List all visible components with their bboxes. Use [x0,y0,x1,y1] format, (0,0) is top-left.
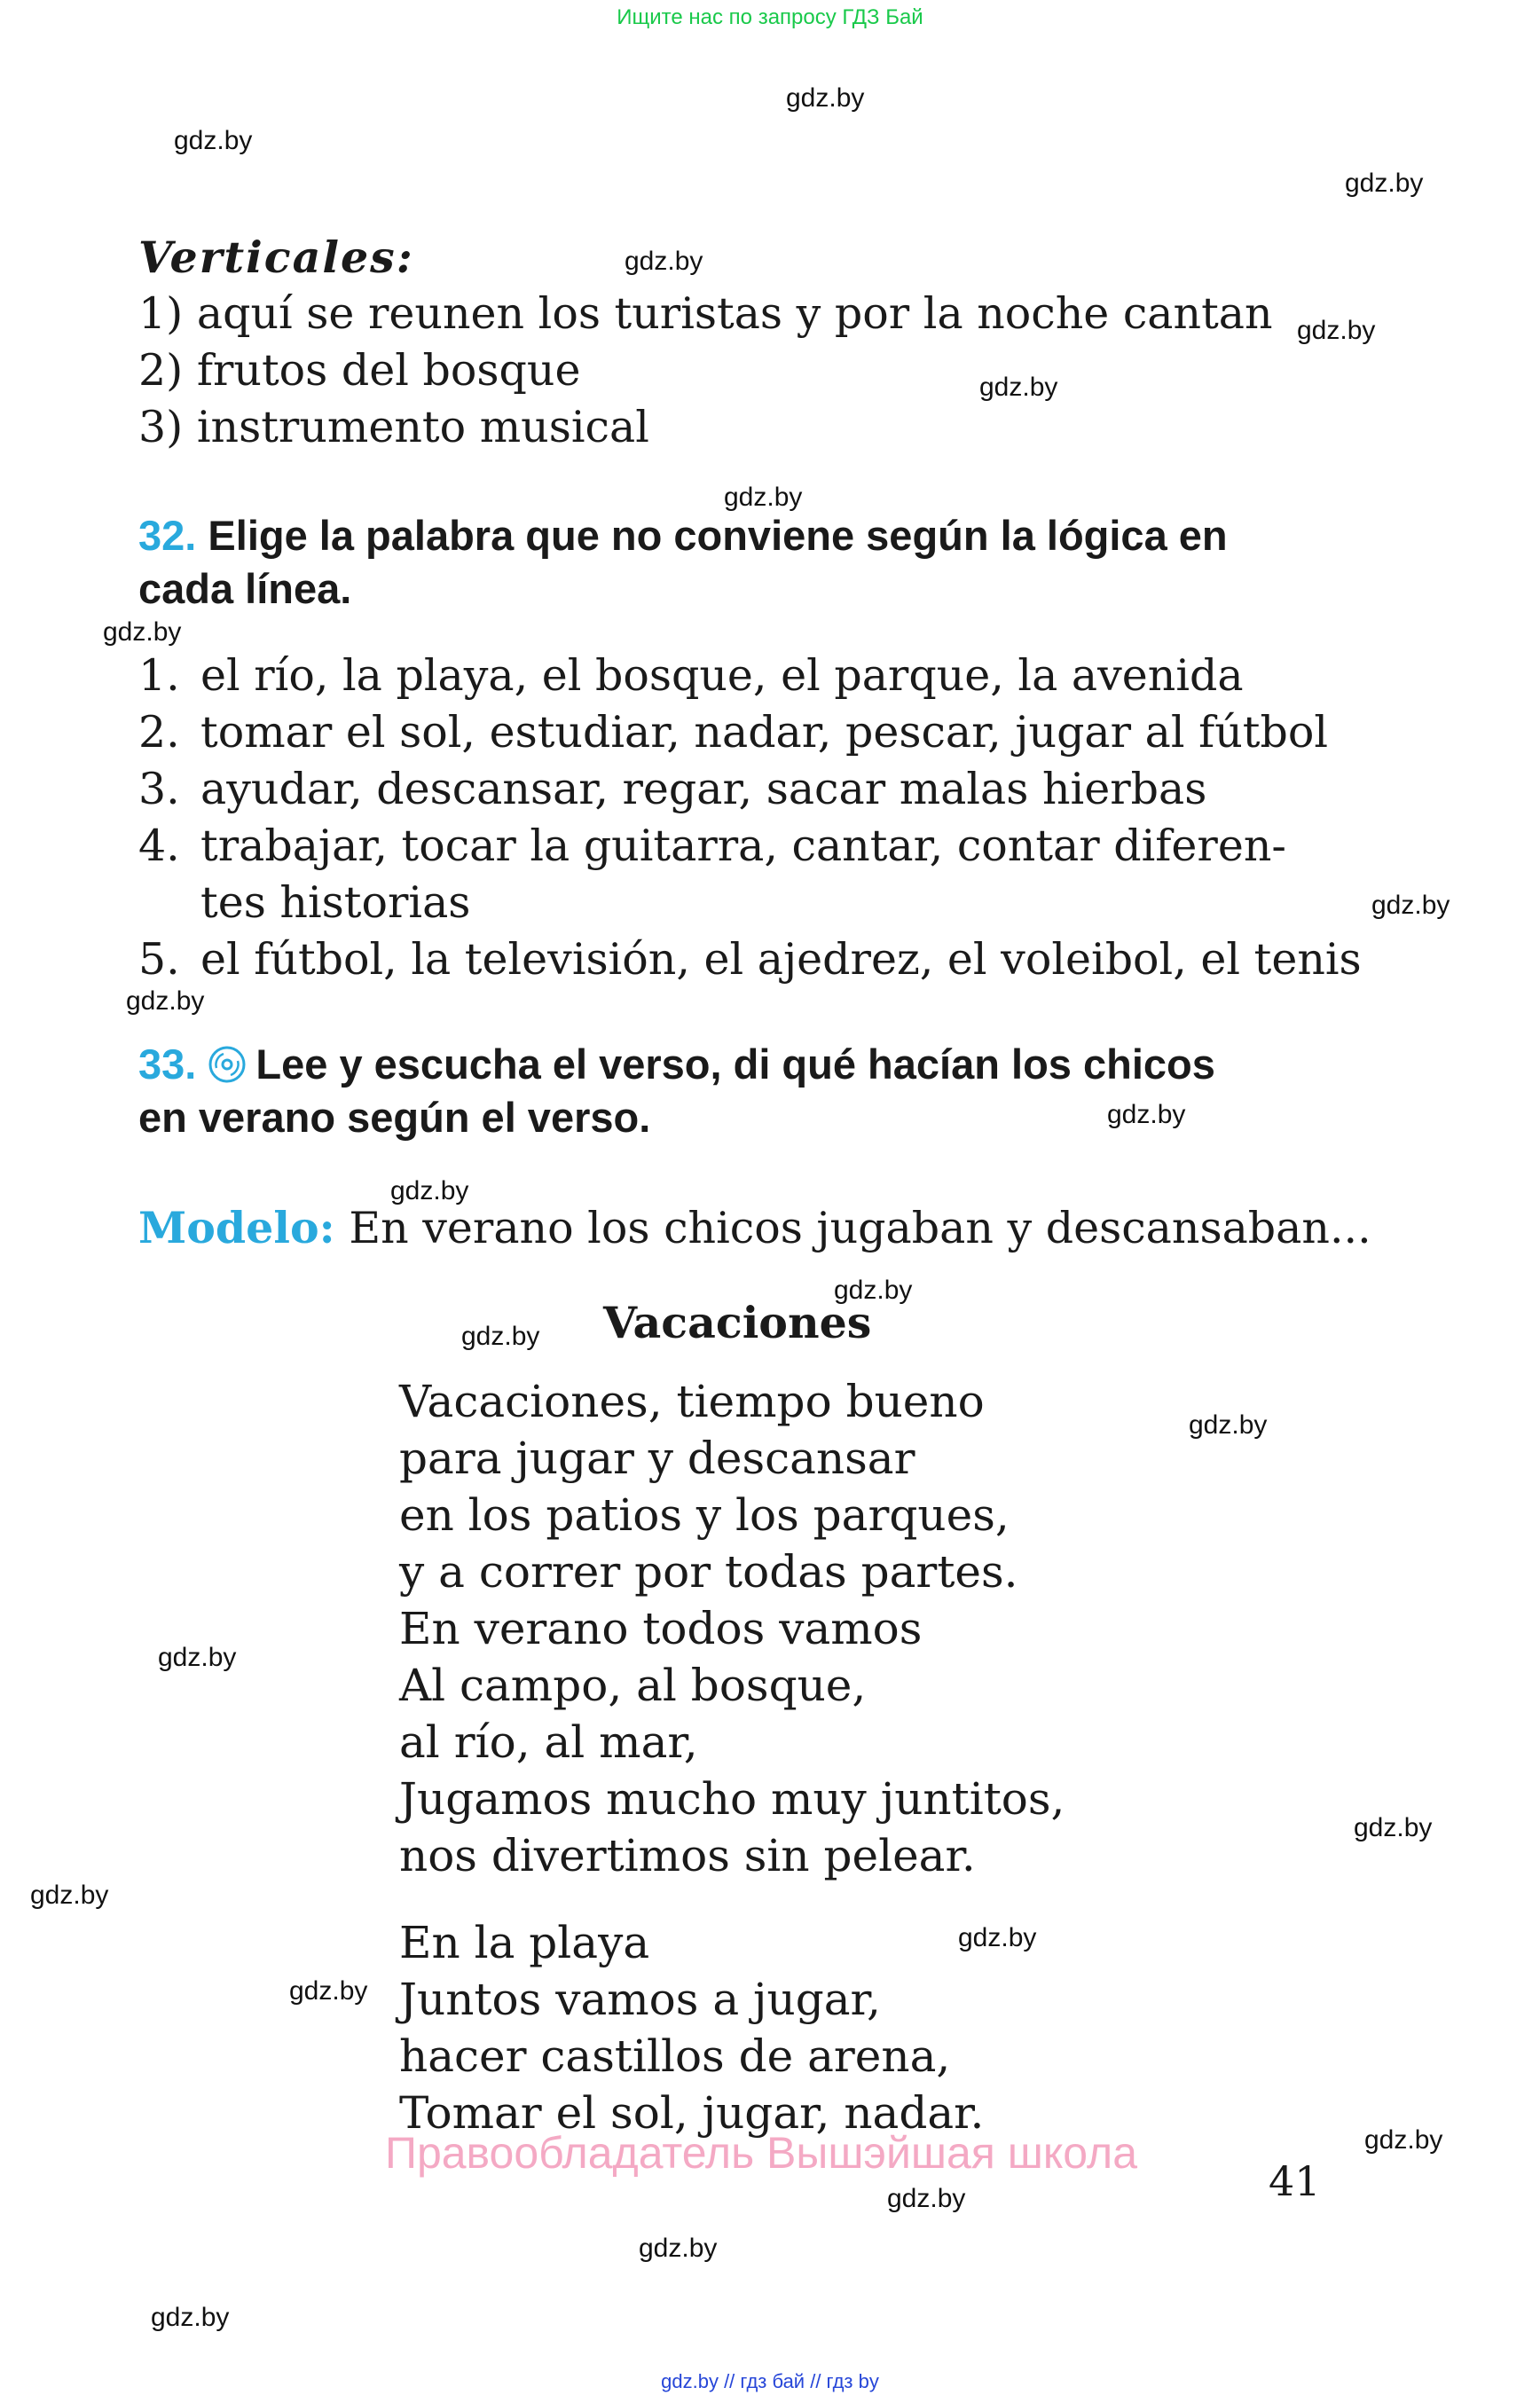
watermark: gdz.by [289,1976,368,2006]
poem-line: nos divertimos sin pelear. [399,1830,976,1881]
poem-line: Al campo, al bosque, [399,1660,867,1711]
list-number: 2. [138,707,180,758]
task-instruction: Elige la palabra que no conviene según la lógica en [208,512,1228,559]
list-number: 4. [138,821,180,871]
watermark: gdz.by [1354,1813,1433,1842]
modelo-line [138,1199,1371,1257]
audio-disc-icon [208,1043,247,1096]
list-item [138,761,1206,818]
verticales-item: 2) frutos del bosque [138,345,581,396]
list-text: tomar el sol, estudiar, nadar, pescar, jugar al fútbol [200,707,1329,758]
list-text: trabajar, tocar la guitarra, cantar, contar diferen- [200,821,1286,871]
poem-line: Vacaciones, tiempo bueno [399,1376,985,1427]
list-item [138,931,1362,988]
task-number: 32. [138,512,197,559]
watermark: gdz.by [461,1322,540,1351]
watermark: gdz.by [151,2303,230,2332]
top-banner: Ищите нас по запросу ГДЗ Бай [617,5,923,29]
poem-line: para jugar y descansar [399,1433,915,1484]
watermark: gdz.by [1297,316,1376,345]
watermark: gdz.by [30,1881,109,1910]
task-number: 33. [138,1041,197,1088]
poem-line: y a correr por todas partes. [399,1546,1018,1598]
page-number: 41 [1269,2157,1321,2205]
verticales-item: 3) instrumento musical [138,402,649,452]
watermark: gdz.by [158,1643,237,1672]
poem-line: en los patios y los parques, [399,1489,1010,1541]
watermark: gdz.by [724,483,803,512]
footer-links: gdz.by // гдз бай // гдз by [661,2370,879,2392]
watermark: gdz.by [639,2234,718,2263]
watermark: gdz.by [1107,1100,1186,1129]
poem-line: Tomar el sol, jugar, nadar. [399,2087,985,2139]
task-instruction: Lee y escucha el verso, di qué hacían los chicos [255,1041,1215,1088]
watermark: gdz.by [103,617,182,647]
list-item [138,648,1244,704]
verticales-title: Verticales: [138,232,414,283]
list-text: el fútbol, la televisión, el ajedrez, el voleibol, el tenis [200,934,1362,985]
watermark: gdz.by [958,1923,1037,1952]
watermark: gdz.by [1345,169,1424,198]
watermark: gdz.by [126,986,205,1016]
watermark: gdz.by [390,1176,469,1205]
watermark: gdz.by [786,83,865,113]
task-33-heading [138,1038,1215,1096]
poem-line: Juntos vamos a jugar, [399,1974,881,2025]
list-text: ayudar, descansar, regar, sacar malas hierbas [200,764,1207,814]
watermark: gdz.by [1189,1410,1268,1440]
list-number: 3. [138,764,180,814]
poem-line: Jugamos mucho muy juntitos, [399,1773,1065,1825]
watermark: gdz.by [625,247,703,276]
list-item-continuation: tes historias [200,877,471,928]
watermark: gdz.by [834,1276,913,1305]
poem-line: hacer castillos de arena, [399,2030,951,2082]
list-text: el río, la playa, el bosque, el parque, la avenida [200,650,1244,701]
watermark: gdz.by [1371,891,1450,920]
verticales-item: 1) aquí se reunen los turistas y por la noche cantan [138,288,1273,339]
modelo-label: Modelo: [138,1202,335,1253]
poem-line: al río, al mar, [399,1716,698,1768]
copyright-notice: Правообладатель Вышэйшая школа [385,2128,1137,2178]
list-number: 5. [138,934,180,985]
watermark: gdz.by [174,126,253,155]
watermark: gdz.by [1364,2125,1443,2155]
modelo-text: En verano los chicos jugaban y descansaban... [349,1203,1371,1253]
list-number: 1. [138,650,180,701]
watermark: gdz.by [887,2184,966,2213]
list-item [138,818,1286,875]
poem-line: En verano todos vamos [399,1603,923,1654]
watermark: gdz.by [979,373,1058,402]
list-item [138,704,1328,761]
task-32-heading-cont: cada línea. [138,565,352,612]
poem-title: Vacaciones [603,1297,872,1348]
task-33-heading-cont: en verano según el verso. [138,1094,651,1141]
poem-line: En la playa [399,1917,650,1968]
task-32-heading [138,509,1228,562]
